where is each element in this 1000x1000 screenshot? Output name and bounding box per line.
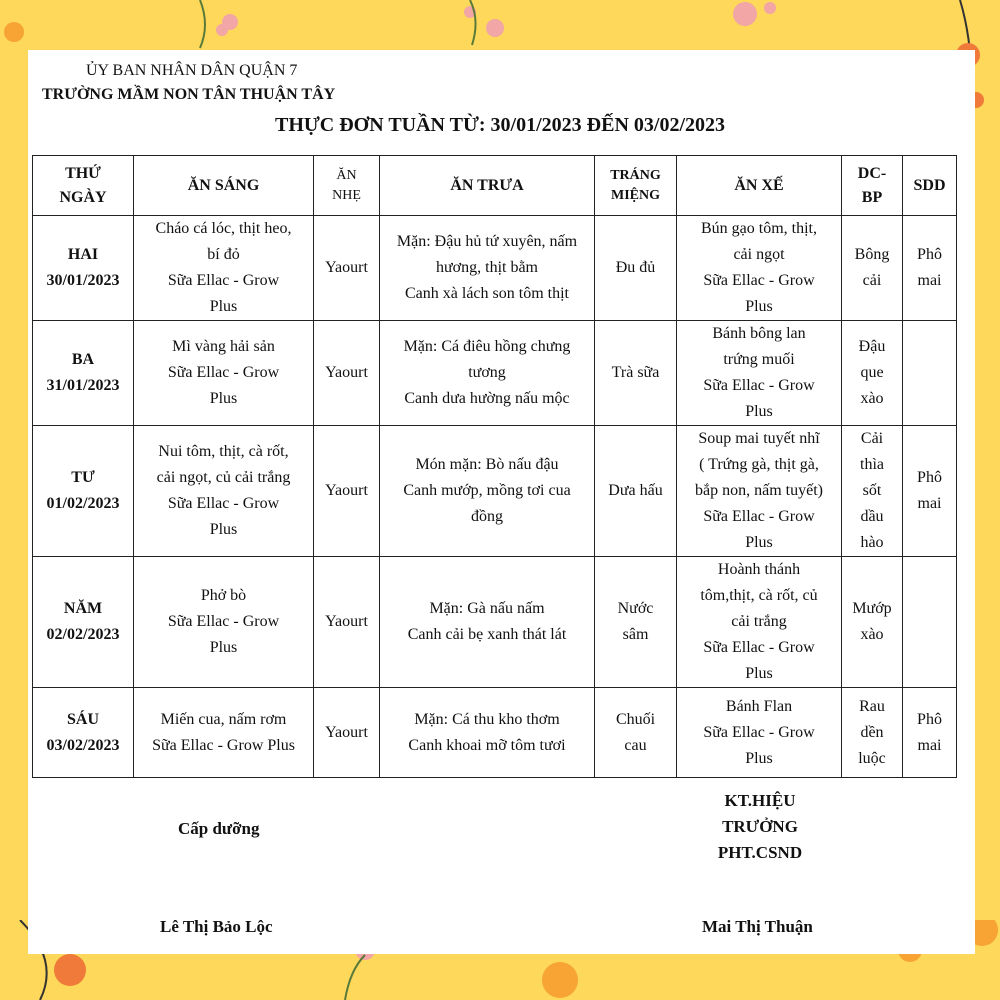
day-cell: TƯ 01/02/2023 <box>33 426 134 557</box>
district-committee-heading: ỦY BAN NHÂN DÂN QUẬN 7 <box>86 62 298 79</box>
table-row <box>33 426 957 557</box>
flower-icon <box>733 2 776 26</box>
header-day: THỨ NGÀY <box>33 156 134 216</box>
principal-name: Mai Thị Thuận <box>702 917 813 936</box>
day-cell: NĂM 02/02/2023 <box>33 557 134 688</box>
afternoon-cell: Bánh bông lan trứng muối Sữa Ellac - Grow Plus <box>677 321 842 426</box>
lunch-cell: Món mặn: Bò nấu đậu Canh mướp, mồng tơi cua đồng <box>380 426 595 557</box>
dcbp-cell: Đậu que xào <box>842 321 903 426</box>
afternoon-cell: Soup mai tuyết nhĩ ( Trứng gà, thịt gà, bắp non, nấm tuyết) Sữa Ellac - Grow Plus <box>677 426 842 557</box>
lunch-cell: Mặn: Gà nấu nấm Canh cải bẹ xanh thát lát <box>380 557 595 688</box>
header-afternoon: ĂN XẾ <box>677 156 842 216</box>
dcbp-cell: Rau dền luộc <box>842 688 903 778</box>
breakfast-cell: Cháo cá lóc, thịt heo, bí đỏ Sữa Ellac - Grow Plus <box>134 216 314 321</box>
header-lunch: ĂN TRƯA <box>380 156 595 216</box>
dcbp-cell: Mướp xào <box>842 557 903 688</box>
header-dcbp: DC- BP <box>842 156 903 216</box>
sdd-cell: Phô mai <box>903 688 957 778</box>
table-row <box>33 216 957 321</box>
snack-cell: Yaourt <box>314 216 380 321</box>
cook-name: Lê Thị Bảo Lộc <box>160 917 273 936</box>
weekly-menu-table <box>32 155 957 778</box>
snack-cell: Yaourt <box>314 426 380 557</box>
dcbp-cell: Bông cải <box>842 216 903 321</box>
table-header-row <box>33 156 957 216</box>
lunch-cell: Mặn: Cá thu kho thơm Canh khoai mỡ tôm tươi <box>380 688 595 778</box>
flower-icon <box>216 14 238 36</box>
dessert-cell: Trà sữa <box>595 321 677 426</box>
header-dessert: TRÁNG MIỆNG <box>595 156 677 216</box>
breakfast-cell: Nui tôm, thịt, cà rốt, cải ngọt, củ cải trắng Sữa Ellac - Grow Plus <box>134 426 314 557</box>
lunch-cell: Mặn: Cá điêu hồng chưng tương Canh dưa hường nấu mộc <box>380 321 595 426</box>
snack-cell: Yaourt <box>314 557 380 688</box>
breakfast-cell: Miến cua, nấm rơm Sữa Ellac - Grow Plus <box>134 688 314 778</box>
breakfast-cell: Phở bò Sữa Ellac - Grow Plus <box>134 557 314 688</box>
afternoon-cell: Bún gạo tôm, thịt, cải ngọt Sữa Ellac - Grow Plus <box>677 216 842 321</box>
dessert-cell: Dưa hấu <box>595 426 677 557</box>
breakfast-cell: Mì vàng hải sản Sữa Ellac - Grow Plus <box>134 321 314 426</box>
principal-signature-title: KT.HIỆU TRƯỞNG PHT.CSND <box>717 791 803 862</box>
cook-signature-title: Cấp dưỡng <box>178 819 260 838</box>
header-snack: ĂN NHẸ <box>314 156 380 216</box>
header-breakfast: ĂN SÁNG <box>134 156 314 216</box>
day-cell: BA 31/01/2023 <box>33 321 134 426</box>
sdd-cell <box>903 557 957 688</box>
day-cell: SÁU 03/02/2023 <box>33 688 134 778</box>
table-row <box>33 557 957 688</box>
dessert-cell: Đu đủ <box>595 216 677 321</box>
afternoon-cell: Bánh Flan Sữa Ellac - Grow Plus <box>677 688 842 778</box>
flower-icon <box>464 6 504 37</box>
dessert-cell: Nước sâm <box>595 557 677 688</box>
dcbp-cell: Cải thìa sốt dầu hào <box>842 426 903 557</box>
flower-icon <box>542 962 578 998</box>
header-sdd: SDD <box>903 156 957 216</box>
sdd-cell <box>903 321 957 426</box>
snack-cell: Yaourt <box>314 321 380 426</box>
table-row <box>33 321 957 426</box>
menu-title: THỰC ĐƠN TUẦN TỪ: 30/01/2023 ĐẾN 03/02/2023 <box>274 114 726 136</box>
sdd-cell: Phô mai <box>903 426 957 557</box>
snack-cell: Yaourt <box>314 688 380 778</box>
sdd-cell: Phô mai <box>903 216 957 321</box>
lunch-cell: Mặn: Đậu hủ tứ xuyên, nấm hương, thịt bằm Canh xà lách son tôm thịt <box>380 216 595 321</box>
school-name-heading: TRƯỜNG MẦM NON TÂN THUẬN TÂY <box>42 86 336 103</box>
day-cell: HAI 30/01/2023 <box>33 216 134 321</box>
table-row <box>33 688 957 778</box>
afternoon-cell: Hoành thánh tôm,thịt, cà rốt, củ cải trắng Sữa Ellac - Grow Plus <box>677 557 842 688</box>
dessert-cell: Chuối cau <box>595 688 677 778</box>
